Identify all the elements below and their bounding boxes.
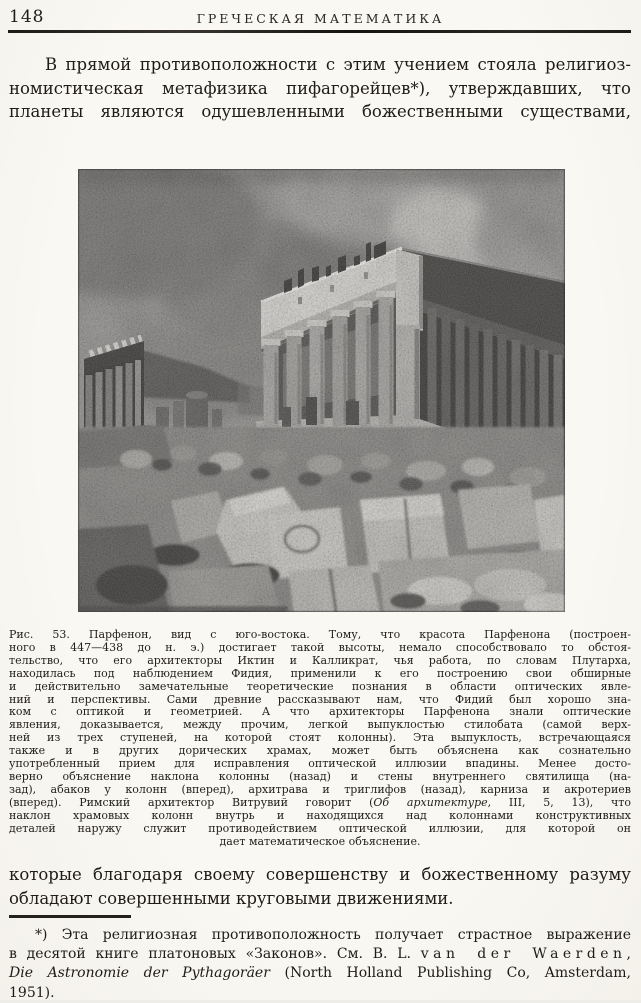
- text-run: и действительно замечательные теоретические познания в области оптических явле-: [9, 679, 631, 693]
- text-run: номистическая метафизика пифагорейцев*), утверждавших, что: [9, 78, 631, 98]
- text-run: дает математическое объяснение.: [219, 834, 421, 848]
- text-run: ,: [626, 946, 631, 963]
- text-run: ний и перспективы. Сами древние рассказывают нам, что Фидий был хорошо зна-: [9, 692, 631, 706]
- text-run: которые благодаря своему совершенству и божественному разуму: [9, 865, 631, 884]
- text-run: деталей наружу служит противодействием оптической иллюзии, для которой он: [9, 821, 631, 835]
- text-run: верно объяснение наклона колонны (назад) и стены внутреннего святилища (на-: [9, 769, 631, 783]
- text-run: ком с оптикой и геометрией. А что архитекторы Парфенона знали оптические: [9, 705, 631, 719]
- text-run: обладают совершенными круговыми движениями.: [9, 888, 454, 908]
- text-run: зад), абаков у колонн (вперед), архитрава и триглифов (назад), карниза и акротериев: [9, 782, 631, 796]
- text-run: ней из трех ступеней, на которой стоят колонны). Эта выпуклость, встречающаяся: [9, 731, 631, 745]
- text-line: [9, 926, 631, 945]
- parthenon-photo-illustration: [78, 169, 565, 612]
- text-line: [9, 100, 631, 124]
- text-line: [9, 964, 631, 983]
- running-title: ГРЕЧЕСКАЯ МАТЕМАТИКА: [196, 11, 445, 26]
- footnote-rule: [9, 915, 131, 918]
- text-run: тельство, что его архитекторы Иктин и Калликрат, чья работа, по словам Плутарха,: [9, 653, 631, 667]
- text-run: , III, 5, 13), что: [487, 795, 631, 809]
- text-run: ного в 447—438 до н. э.) достигает такой высоты, немало способствовало то обстоя-: [9, 640, 631, 654]
- footnote: [9, 926, 631, 1003]
- text-line: [9, 863, 631, 887]
- text-line: [9, 945, 631, 964]
- text-run: находилась под наблюдением Фидия, применили к его построению свои обширные: [9, 666, 631, 680]
- figure-caption: [9, 629, 631, 848]
- text-run: Die Astronomie der Pythagoräer: [9, 965, 270, 982]
- text-line: [9, 77, 631, 101]
- page-number: 148: [9, 7, 45, 27]
- paragraph-continuation: [9, 863, 631, 910]
- text-run: также и в других дорических храмах, может быть объяснена как сознательно: [9, 744, 631, 758]
- text-run: в десятой книге платоновых «Законов». См. B. L.: [9, 946, 421, 963]
- paragraph-intro: [9, 53, 631, 124]
- header-rule: [8, 30, 631, 33]
- text-line: [9, 887, 631, 911]
- text-run: употребленный прием для исправления оптической иллюзии впадины. Менее досто-: [9, 757, 631, 771]
- text-line: [9, 836, 631, 849]
- text-run: явления, доказывается, между прочим, легкой выпуклостью стилобата (самой верх-: [9, 718, 631, 732]
- text-run: (вперед). Римский архитектор Витрувий говорит (: [9, 795, 374, 809]
- text-run: *) Эта религиозная противоположность получает страстное выражение: [35, 927, 631, 943]
- photo-grain-overlay: [78, 169, 565, 612]
- text-run: Рис. 53. Парфенон, вид с юго-востока. Тому, что красота Парфенона (построен-: [9, 628, 631, 641]
- text-run: 1951).: [9, 984, 55, 1001]
- text-run: наклон храмовых колонн внутрь и находящихся над колоннами конструктивных: [9, 808, 631, 822]
- text-run: планеты являются одушевленными божественными существами,: [9, 102, 631, 121]
- text-run: (North Holland Publishing Co, Amsterdam,: [269, 965, 631, 982]
- text-run: van der Waerden: [420, 946, 627, 963]
- text-run: Об архитектуре: [373, 795, 488, 809]
- parthenon-photo: [78, 169, 565, 612]
- text-run: В прямой противоположности с этим учением стояла религиоз-: [45, 55, 631, 74]
- text-line: [9, 53, 631, 77]
